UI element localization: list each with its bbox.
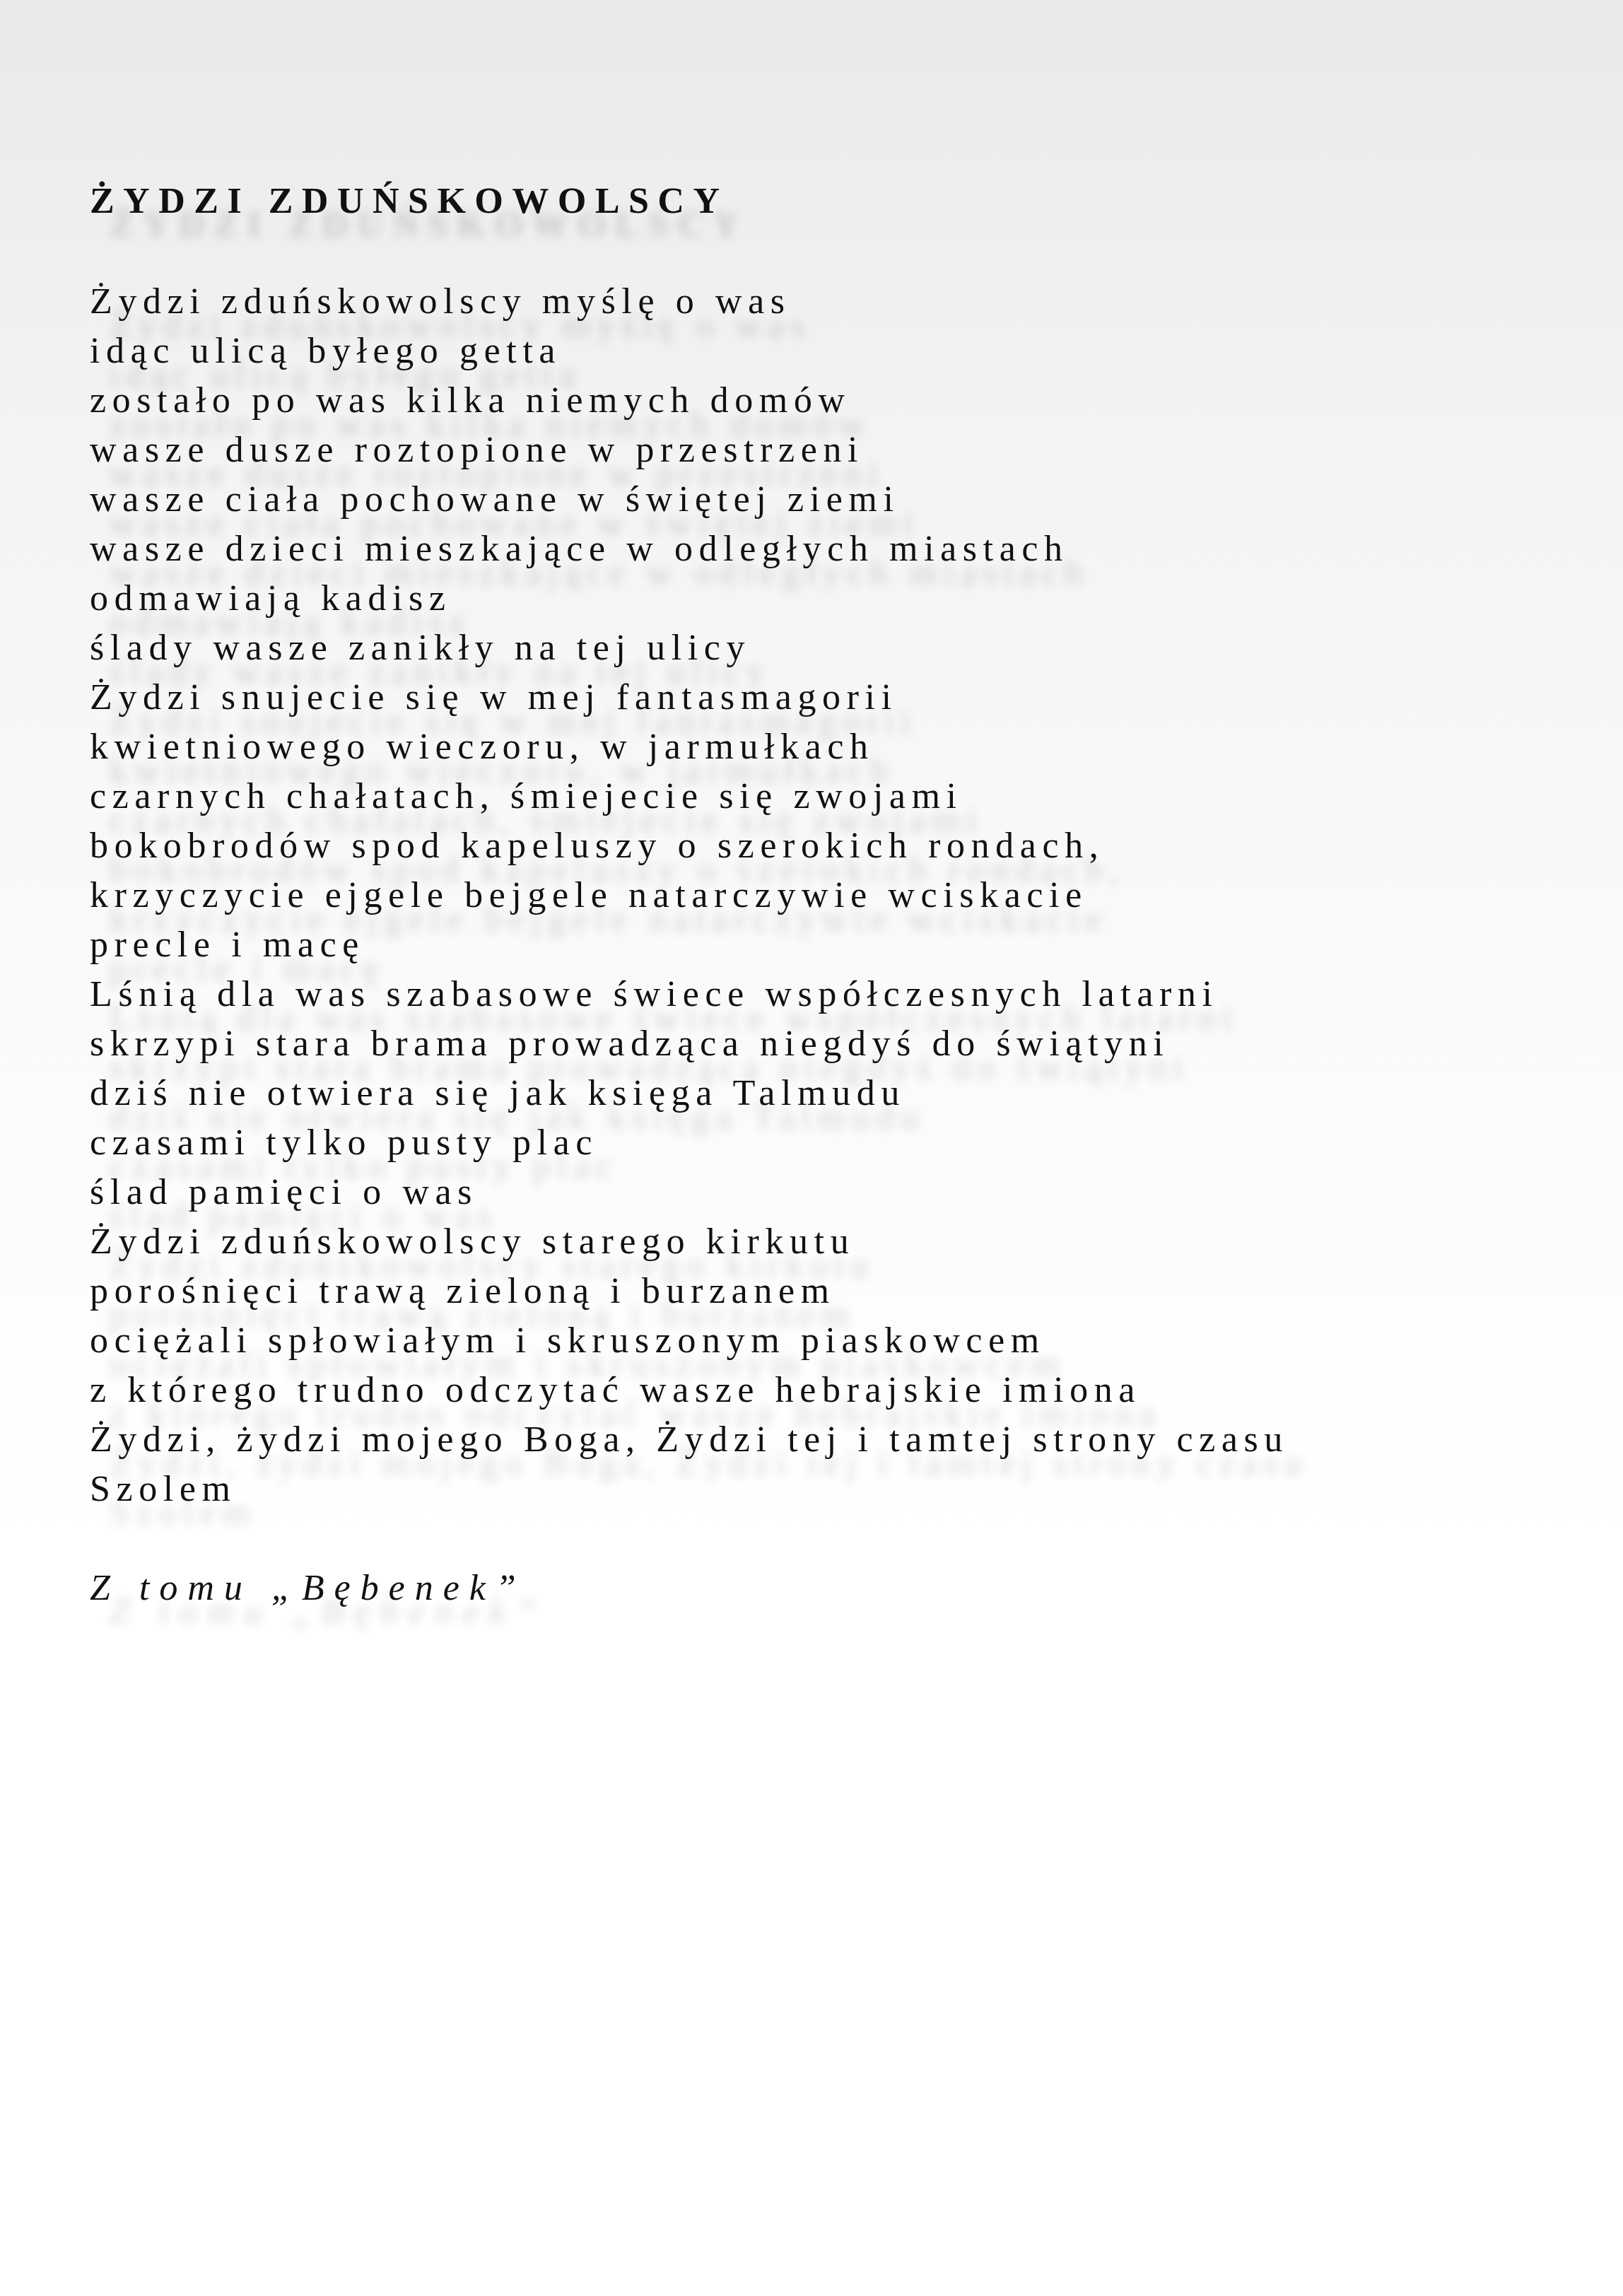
- poem-line: skrzypi stara brama prowadząca niegdyś do świątyni: [90, 1024, 1170, 1064]
- poem-source: Z tomu „Bębenek”: [90, 1568, 526, 1608]
- poem-line: Szolem: [90, 1469, 237, 1509]
- poem-line: odmawiają kadisz: [90, 578, 452, 619]
- poem-body: [90, 277, 1574, 1514]
- poem-line: z którego trudno odczytać wasze hebrajskie imiona: [90, 1370, 1141, 1410]
- poem-line: czasami tylko pusty plac: [90, 1123, 599, 1163]
- poem-line: Żydzi snujecie się w mej fantasmagorii: [90, 677, 898, 718]
- poem-line: wasze dusze roztopione w przestrzeni: [90, 430, 865, 470]
- poem-line: idąc ulicą byłego getta: [90, 331, 562, 371]
- poem-title: ŻYDZI ZDUŃSKOWOLSCY: [90, 181, 729, 221]
- poem-line: kwietniowego wieczoru, w jarmułkach: [90, 727, 874, 767]
- poem-line: ociężali spłowiałym i skruszonym piaskowcem: [90, 1320, 1045, 1361]
- poem-line: Żydzi zduńskowolscy starego kirkutu: [90, 1222, 855, 1262]
- poem-line: porośnięci trawą zieloną i burzanem: [90, 1271, 836, 1311]
- poem-line: krzyczycie ejgele bejgele natarczywie wciskacie: [90, 875, 1088, 915]
- poem-line: Żydzi, żydzi mojego Boga, Żydzi tej i tamtej strony czasu: [90, 1419, 1289, 1460]
- poem-line: Żydzi zduńskowolscy myślę o was: [90, 281, 791, 322]
- poem-line: zostało po was kilka niemych domów: [90, 380, 851, 421]
- poem-line: ślad pamięci o was: [90, 1172, 479, 1212]
- poem-line: Lśnią dla was szabasowe świece współczesnych latarni: [90, 974, 1219, 1014]
- poem-line: czarnych chałatach, śmiejecie się zwojami: [90, 776, 963, 816]
- poem-line: wasze ciała pochowane w świętej ziemi: [90, 479, 900, 520]
- poem-page: [90, 177, 1574, 1613]
- poem-line: bokobrodów spod kapeluszy o szerokich rondach,: [90, 826, 1105, 866]
- poem-line: ślady wasze zanikły na tej ulicy: [90, 628, 751, 668]
- poem-line: wasze dzieci mieszkające w odległych miastach: [90, 529, 1069, 569]
- poem-line: dziś nie otwiera się jak księga Talmudu: [90, 1073, 906, 1113]
- poem-line: precle i macę: [90, 925, 365, 965]
